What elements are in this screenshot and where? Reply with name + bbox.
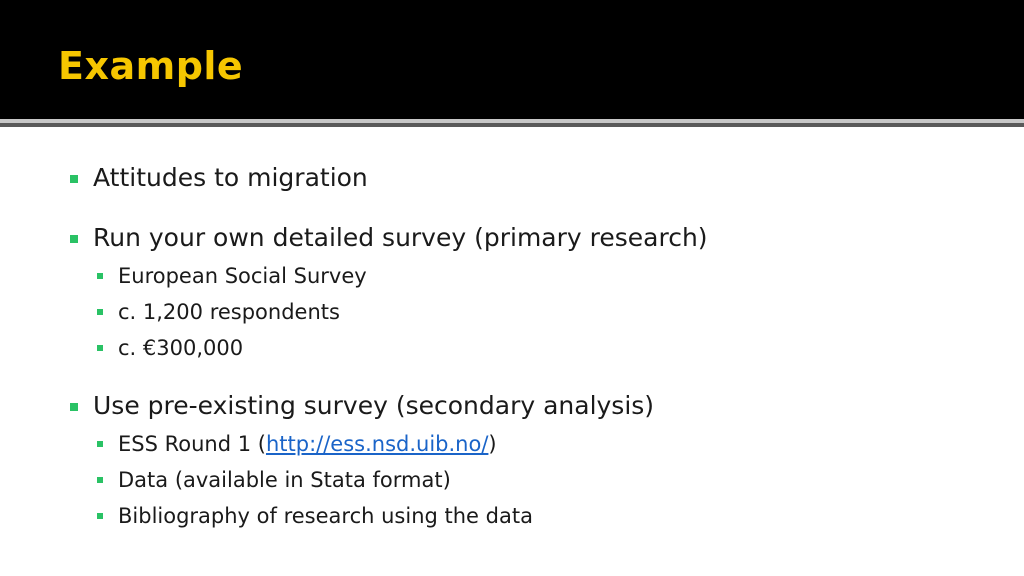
sub-bullet-square-icon <box>97 345 103 351</box>
sub-bullet-item <box>118 430 497 458</box>
bullet-square-icon <box>70 403 78 411</box>
bullet-item: Run your own detailed survey (primary research) <box>93 223 708 252</box>
sub-bullet-item: Data (available in Stata format) <box>118 468 451 492</box>
bullet-square-icon <box>70 175 78 183</box>
bullet-item: Use pre-existing survey (secondary analysis) <box>93 391 655 420</box>
sub-bullet-square-icon <box>97 441 103 447</box>
link-prefix-text: ESS Round 1 ( <box>118 432 266 456</box>
slide-title: Example <box>58 44 244 88</box>
sub-bullet-square-icon <box>97 309 103 315</box>
sub-bullet-item: c. €300,000 <box>118 336 244 360</box>
sub-bullet-square-icon <box>97 273 103 279</box>
sub-bullet-item: c. 1,200 respondents <box>118 300 340 324</box>
sub-bullet-square-icon <box>97 513 103 519</box>
sub-bullet-item: Bibliography of research using the data <box>118 504 533 528</box>
bullet-item: Attitudes to migration <box>93 163 368 192</box>
sub-bullet-item: European Social Survey <box>118 264 367 288</box>
sub-bullet-square-icon <box>97 477 103 483</box>
link-suffix-text: ) <box>488 432 497 456</box>
ess-website-link[interactable]: http://ess.nsd.uib.no/ <box>265 432 489 456</box>
bullet-square-icon <box>70 235 78 243</box>
